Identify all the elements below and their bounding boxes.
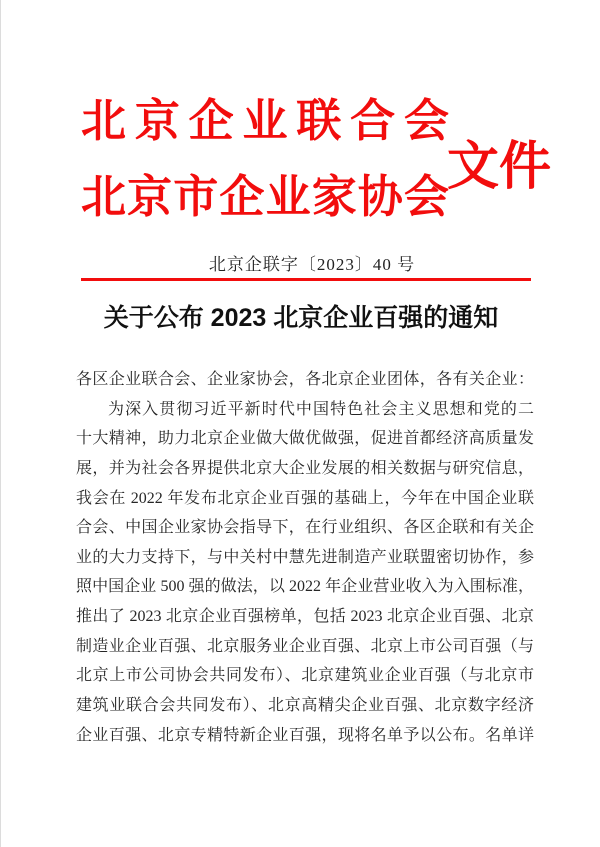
body-line: 十大精神，助力北京企业做大做优做强，促进首都经济高质量发 <box>76 430 534 448</box>
body-line: 业的大力支持下，与中关村中慧先进制造产业联盟密切协作，参 <box>76 548 534 566</box>
body-line: 我会在 2022 年发布北京企业百强的基础上，今年在中国企业联 <box>76 489 534 507</box>
body-line: 企业百强、北京专精特新企业百强，现将名单予以公布。名单详 <box>76 726 534 744</box>
letterhead <box>81 96 449 222</box>
body-line: 北京上市公司协会共同发布）、北京建筑业企业百强（与北京市 <box>76 667 534 685</box>
body-line: 照中国企业 500 强的做法，以 2022 年企业营业收入为入围标准， <box>76 578 534 596</box>
body-line: 建筑业联合会共同发布）、北京高精尖企业百强、北京数字经济 <box>76 697 534 715</box>
body-line: 推出了 2023 北京企业百强榜单，包括 2023 北京企业百强、北京 <box>76 608 534 626</box>
body-line: 展，并为社会各界提供北京大企业发展的相关数据与研究信息， <box>76 459 534 477</box>
notice-title: 关于公布 2023 北京企业百强的通知 <box>103 304 499 332</box>
org-name-line2: 北京市企业家协会 <box>81 172 449 222</box>
doc-type-label: 文件 <box>447 139 552 196</box>
red-divider-line <box>81 278 531 281</box>
doc-number: 北京企联字〔2023〕40 号 <box>208 255 416 274</box>
body-line: 为深入贯彻习近平新时代中国特色社会主义思想和党的二 <box>108 400 534 418</box>
notice-body <box>76 365 534 750</box>
body-line: 合会、中国企业家协会指导下，在行业组织、各区企联和有关企 <box>76 519 534 537</box>
salutation-line: 各区企业联合会、企业家协会，各北京企业团体，各有关企业： <box>76 371 534 388</box>
body-line: 制造业企业百强、北京服务业企业百强、北京上市公司百强（与 <box>76 637 534 655</box>
org-name-line1: 北京企业联合会 <box>81 96 449 146</box>
